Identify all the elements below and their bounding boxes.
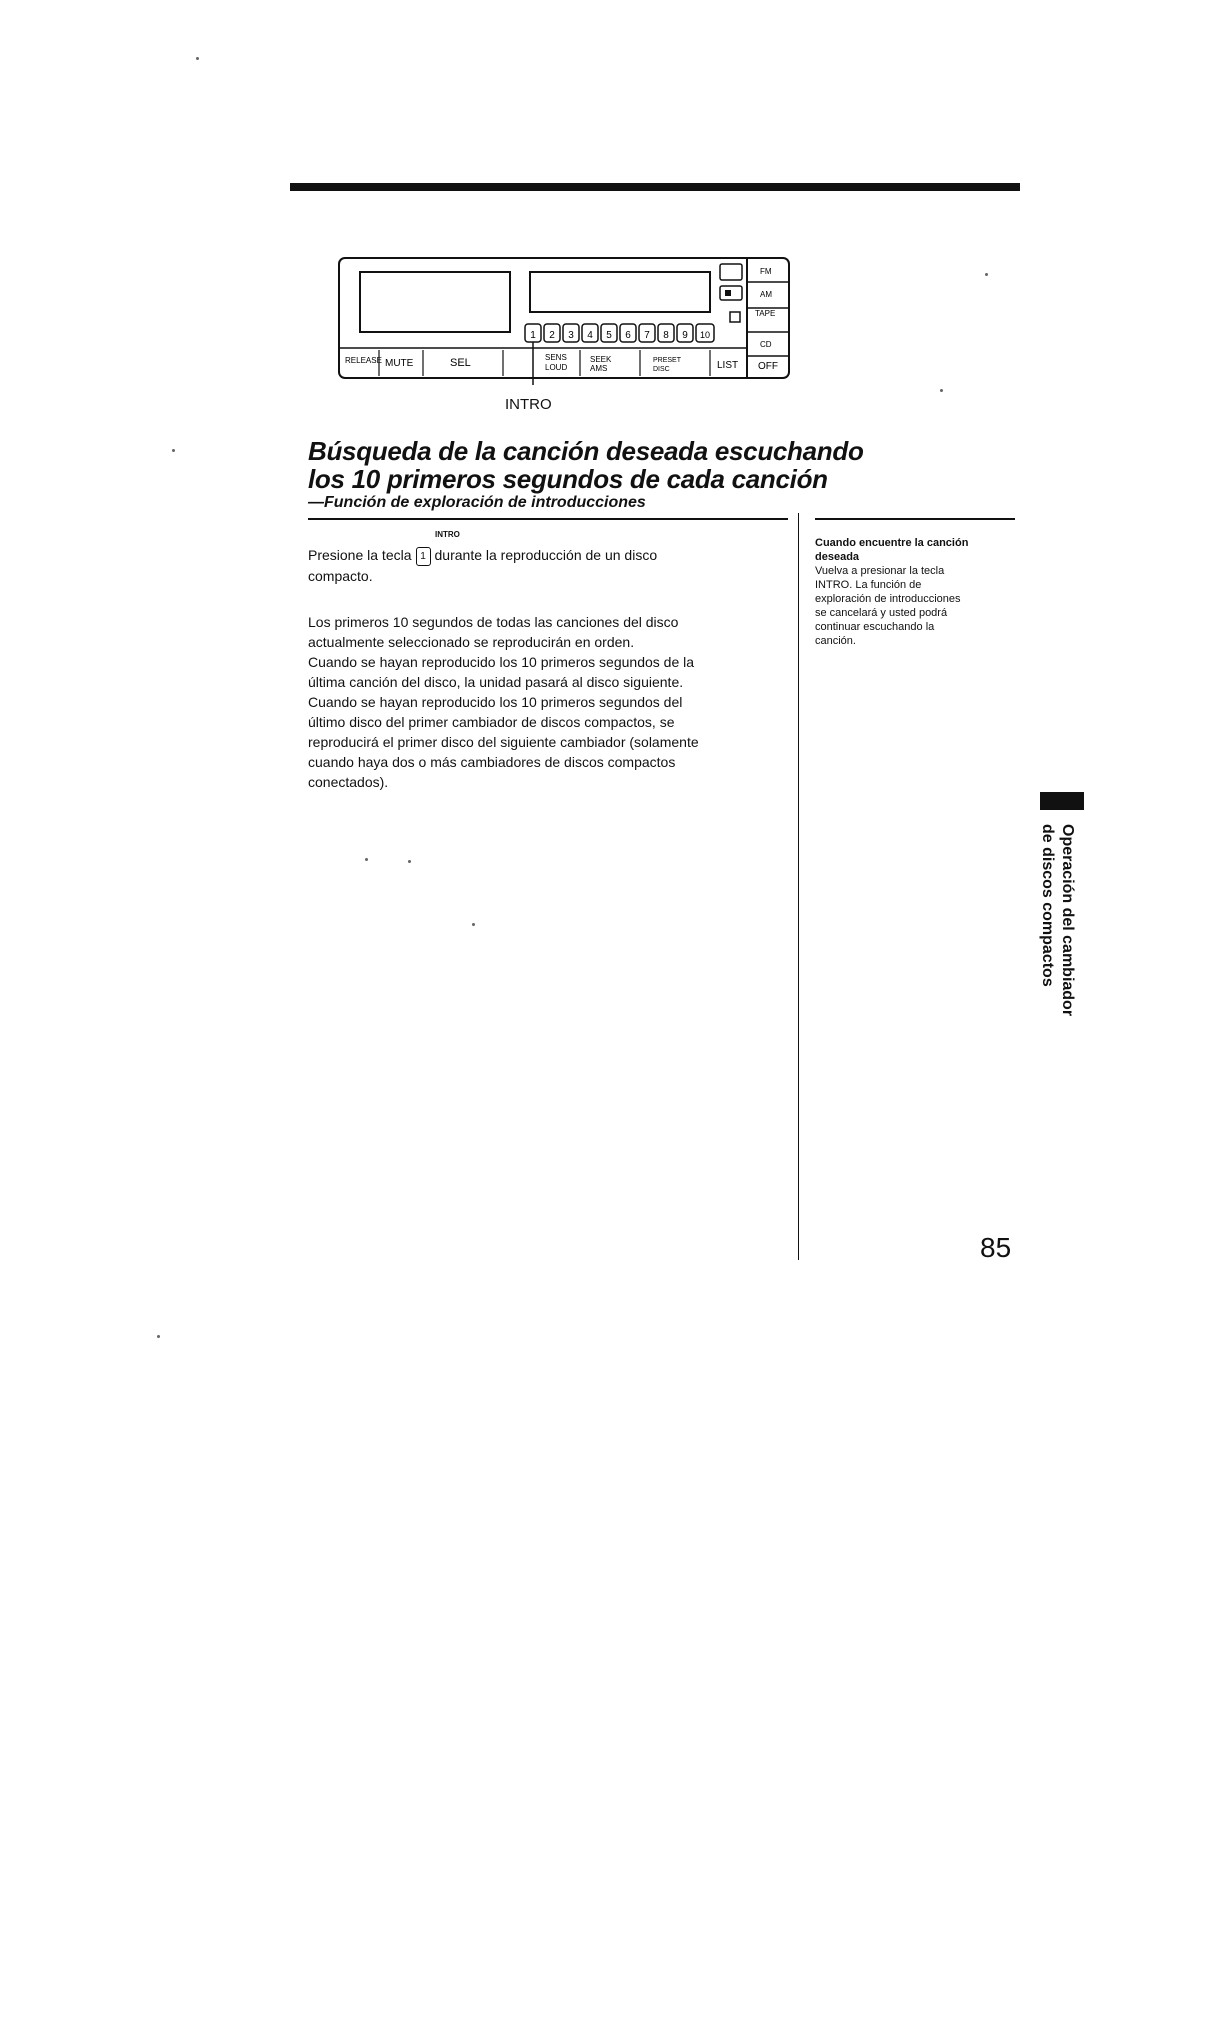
instruction-text-after: durante la reproducción de un disco (434, 547, 658, 563)
svg-text:10: 10 (699, 330, 711, 340)
title-line-1: Búsqueda de la canción deseada escuchando (308, 436, 864, 466)
scan-speck (196, 57, 199, 60)
section-tab-marker (1040, 792, 1084, 810)
svg-text:DISC: DISC (653, 366, 670, 373)
instruction-text-before: Presione la tecla (308, 547, 412, 563)
page-title (308, 437, 868, 493)
svg-text:OFF: OFF (758, 361, 778, 372)
page-number: 85 (980, 1232, 1012, 1263)
svg-text:2: 2 (549, 330, 555, 341)
explanation-line: Cuando se hayan reproducido los 10 primeros segundos de la (308, 654, 695, 670)
svg-text:6: 6 (625, 330, 631, 341)
instruction-text-line2: compacto. (308, 567, 373, 584)
svg-text:SEEK: SEEK (590, 355, 612, 364)
svg-text:1: 1 (530, 330, 536, 341)
scan-speck (408, 860, 411, 863)
sidebar-rule (815, 518, 1015, 520)
intro-callout-label: INTRO (505, 396, 552, 413)
svg-text:4: 4 (587, 330, 593, 341)
svg-text:LIST: LIST (717, 360, 739, 371)
svg-text:TAPE: TAPE (755, 309, 776, 318)
svg-text:3: 3 (568, 330, 574, 341)
svg-text:8: 8 (663, 330, 669, 341)
top-rule (290, 183, 1020, 191)
explanation-line: conectados). (308, 774, 389, 790)
svg-text:FM: FM (760, 267, 772, 276)
intro-key-label: INTRO (435, 530, 460, 539)
preset-key-row (525, 324, 714, 342)
sidebar-body: Vuelva a presionar la tecla INTRO. La función de exploración de introducciones se cancelará y usted podrá continuar escuchando la canción. (815, 565, 961, 647)
svg-text:7: 7 (644, 330, 650, 341)
section-tab-label: Operación del cambiador de discos compactos (1039, 824, 1076, 1017)
scan-speck (985, 273, 988, 276)
svg-text:AMS: AMS (590, 364, 608, 373)
sidebar-title: Cuando encuentre la canción deseada (815, 537, 969, 563)
explanation-line: Cuando se hayan reproducido los 10 primeros segundos del (308, 694, 683, 710)
svg-text:AM: AM (760, 290, 772, 299)
key-1-icon: 1 (416, 547, 431, 566)
explanation-line: cuando haya dos o más cambiadores de discos compactos (308, 754, 676, 770)
explanation-line: actualmente seleccionado se reproducirán en orden. (308, 634, 635, 650)
scan-speck (940, 389, 943, 392)
svg-text:RELEASE: RELEASE (345, 356, 382, 365)
explanation-paragraph (308, 612, 788, 792)
explanation-line: Los primeros 10 segundos de todas las canciones del disco (308, 614, 679, 630)
scan-speck (472, 923, 475, 926)
svg-text:9: 9 (682, 330, 688, 341)
scan-speck (365, 858, 368, 861)
explanation-line: reproducirá el primer disco del siguiente cambiador (solamente (308, 734, 699, 750)
svg-text:MUTE: MUTE (385, 358, 414, 369)
car-stereo-diagram (335, 250, 795, 385)
page-subtitle: —Función de exploración de introducciones (308, 494, 646, 511)
scan-speck (172, 449, 175, 452)
svg-text:SENS: SENS (545, 353, 567, 362)
explanation-line: último disco del primer cambiador de discos compactos, se (308, 714, 675, 730)
svg-text:SEL: SEL (450, 357, 471, 369)
svg-text:5: 5 (606, 330, 612, 341)
svg-text:LOUD: LOUD (545, 363, 568, 372)
scan-speck (157, 1335, 160, 1338)
title-line-2: los 10 primeros segundos de cada canción (308, 464, 828, 494)
section-rule (308, 518, 788, 520)
column-divider (798, 513, 799, 1260)
svg-text:CD: CD (760, 340, 772, 349)
instruction-paragraph (308, 545, 788, 586)
sidebar-note (815, 536, 1015, 648)
explanation-line: última canción del disco, la unidad pasará al disco siguiente. (308, 674, 684, 690)
svg-text:PRESET: PRESET (653, 357, 682, 364)
